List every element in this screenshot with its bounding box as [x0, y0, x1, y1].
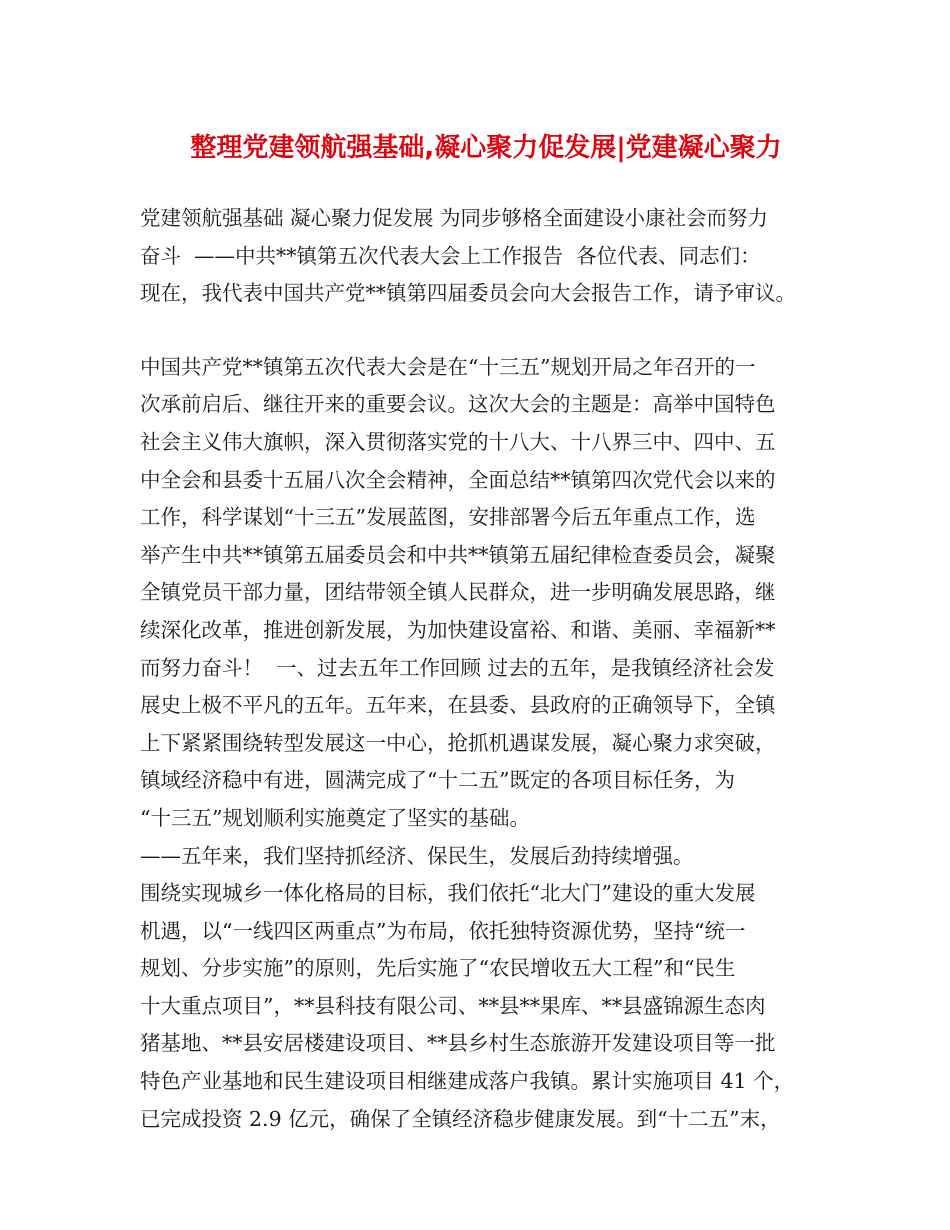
text-line: 中全会和县委十五届八次全会精神，全面总结**镇第四次党代会以来的	[140, 467, 776, 492]
text-line: 机遇，以“一线四区两重点”为布局，依托独特资源优势，坚持“统一	[140, 918, 746, 943]
text-line: ——五年来，我们坚持抓经济、保民生，发展后劲持续增强。	[140, 843, 694, 868]
text-line: 现在，我代表中国共产党**镇第四届委员会向大会报告工作，请予审议。	[140, 281, 796, 306]
text-line: 举产生中共**镇第五届委员会和中共**镇第五届纪律检查委员会，凝聚	[140, 542, 776, 567]
text-line: 社会主义伟大旗帜，深入贯彻落实党的十八大、十八界三中、四中、五	[140, 429, 776, 454]
paragraph-intro	[140, 200, 832, 313]
text-line: 奋斗 ——中共**镇第五次代表大会上工作报告 各位代表、同志们：	[140, 243, 761, 268]
text-line: 十大重点项目”，**县科技有限公司、**县**果库、**县盛锦源生态肉	[140, 993, 766, 1018]
text-line: 已完成投资 2.9 亿元，确保了全镇经济稳步健康发展。到“十二五”末，	[140, 1106, 781, 1131]
text-line: 全镇党员干部力量，团结带领全镇人民群众，进一步明确发展思路，继	[140, 580, 776, 605]
document-title: 整理党建领航强基础,凝心聚力促发展|党建凝心聚力	[190, 133, 782, 163]
text-line: 上下紧紧围绕转型发展这一中心，抢抓机遇谋发展，凝心聚力求突破，	[140, 730, 776, 755]
text-line: 党建领航强基础 凝心聚力促发展 为同步够格全面建设小康社会而努力	[140, 206, 769, 230]
paragraph-body	[140, 349, 832, 1138]
text-line: 工作，科学谋划“十三五”发展蓝图，安排部署今后五年重点工作，选	[140, 505, 756, 530]
text-line: 展史上极不平凡的五年。五年来，在县委、县政府的正确领导下，全镇	[140, 693, 776, 718]
text-line: 而努力奋斗！ 一、过去五年工作回顾 过去的五年，是我镇经济社会发	[140, 655, 775, 680]
text-line: “十三五”规划顺利实施奠定了坚实的基础。	[140, 805, 530, 830]
text-line: 续深化改革，推进创新发展，为加快建设富裕、和谐、美丽、幸福新**	[140, 617, 776, 642]
text-line: 围绕实现城乡一体化格局的目标，我们依托“北大门”建设的重大发展	[140, 881, 756, 906]
text-line: 规划、分步实施”的原则，先后实施了“农民增收五大工程”和“民生	[140, 956, 736, 981]
text-line: 次承前启后、继往开来的重要会议。这次大会的主题是：高举中国特色	[140, 392, 776, 417]
paragraph-gap	[140, 313, 832, 349]
text-line: 特色产业基地和民生建设项目相继建成落户我镇。累计实施项目 41 个，	[140, 1069, 795, 1094]
text-line: 中国共产党**镇第五次代表大会是在“十三五”规划开局之年召开的一	[140, 354, 756, 379]
text-line: 镇域经济稳中有进，圆满完成了“十二五”既定的各项目标任务，为	[140, 768, 735, 793]
text-line: 猪基地、**县安居楼建设项目、**县乡村生态旅游开发建设项目等一批	[140, 1031, 776, 1056]
